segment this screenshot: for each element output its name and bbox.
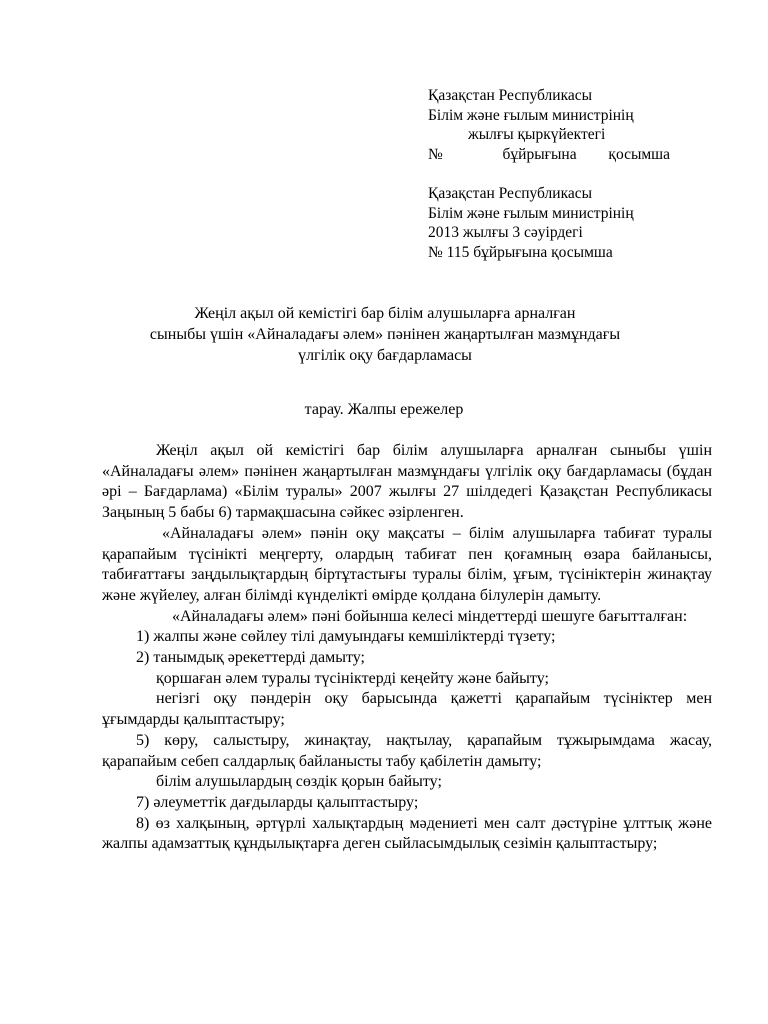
list-item: 2) танымдық әрекеттерді дамыту; xyxy=(136,649,365,667)
paragraph: «Айналадағы әлем» пәні бойынша келесі міндеттерді шешуге бағытталған: xyxy=(172,607,688,625)
header-country: Қазақстан Республикасы xyxy=(428,87,593,104)
list-item: қоршаған әлем туралы түсініктерді кеңейту және байыту; xyxy=(156,669,549,687)
appendix-header-previous xyxy=(428,184,718,262)
header-date: жылғы қыркүйектегі xyxy=(468,126,606,143)
list-item: 7) әлеуметтік дағдыларды қалыптастыру; xyxy=(136,793,419,811)
list-item: 5) көру, салыстыру, жинақтау, нақтылау, қарапайым тұжырымдама жасау, қарапайым себеп салдарлық байланысты табу қабілетін дамыту; xyxy=(102,731,712,770)
title-line: Жеңіл ақыл ой кемістігі бар білім алушыларға арналған xyxy=(194,305,576,322)
list-item: білім алушылардың сөздік қорын байыту; xyxy=(156,773,442,791)
header-order: № бұйрығына қосымша xyxy=(428,145,670,163)
list-item: негізгі оқу пәндерін оқу барысында қажетті қарапайым түсініктер мен ұғымдарды қалыптастыру; xyxy=(102,690,712,729)
title-line: үлгілік оқу бағдарламасы xyxy=(298,347,472,364)
header-ministry: Білім және ғылым министрінің xyxy=(428,204,634,222)
title-line: сыныбы үшін «Айналадағы әлем» пәнінен жаңартылған мазмұндағы xyxy=(149,326,621,343)
header-country: Қазақстан Республикасы xyxy=(428,185,593,202)
paragraph: «Айналадағы әлем» пәнін оқу мақсаты – білім алушыларға табиғат туралы қарапайым түсінікті меңгерту, олардың табиғат пен қоғамның өзара байланысы, табиғаттағы заңдылықтардың біртұтастығы туралы білім, ұғым, түсініктерін жинақтау және жүйелеу, алған білімді күнделікті өмірде қолдана білулерін дамыту. xyxy=(102,524,712,604)
header-ministry: Білім және ғылым министрінің xyxy=(428,106,634,124)
list-item: 8) өз халқының, әртүрлі халықтардың мәдениеті мен салт дәстүріне ұлттық және жалпы адамзаттық құндылықтарға деген сыйласымдылық сезімін қалыптастыру; xyxy=(102,814,712,853)
header-order: № 115 бұйрығына қосымша xyxy=(428,243,613,261)
header-date: 2013 жылғы 3 сәуірдегі xyxy=(428,224,583,241)
document-body xyxy=(102,441,712,855)
chapter-heading: тарау. Жалпы ережелер xyxy=(304,401,464,418)
document-title xyxy=(90,303,680,366)
paragraph: Жеңіл ақыл ой кемістігі бар білім алушыларға арналған сыныбы үшін «Айналадағы әлем» пәнінен жаңартылған мазмұндағы үлгілік оқу бағдарламасы (бұдан әрі – Бағдарлама) «Білім туралы» 2007 жылғы 27 шілдедегі Қазақстан Республикасы Заңының 5 бабы 6) тармақшасына сәйкес әзірленген. xyxy=(102,442,712,522)
appendix-header-current xyxy=(428,86,718,164)
list-item: 1) жалпы және сөйлеу тілі дамуындағы кемшіліктерді түзету; xyxy=(136,628,556,646)
